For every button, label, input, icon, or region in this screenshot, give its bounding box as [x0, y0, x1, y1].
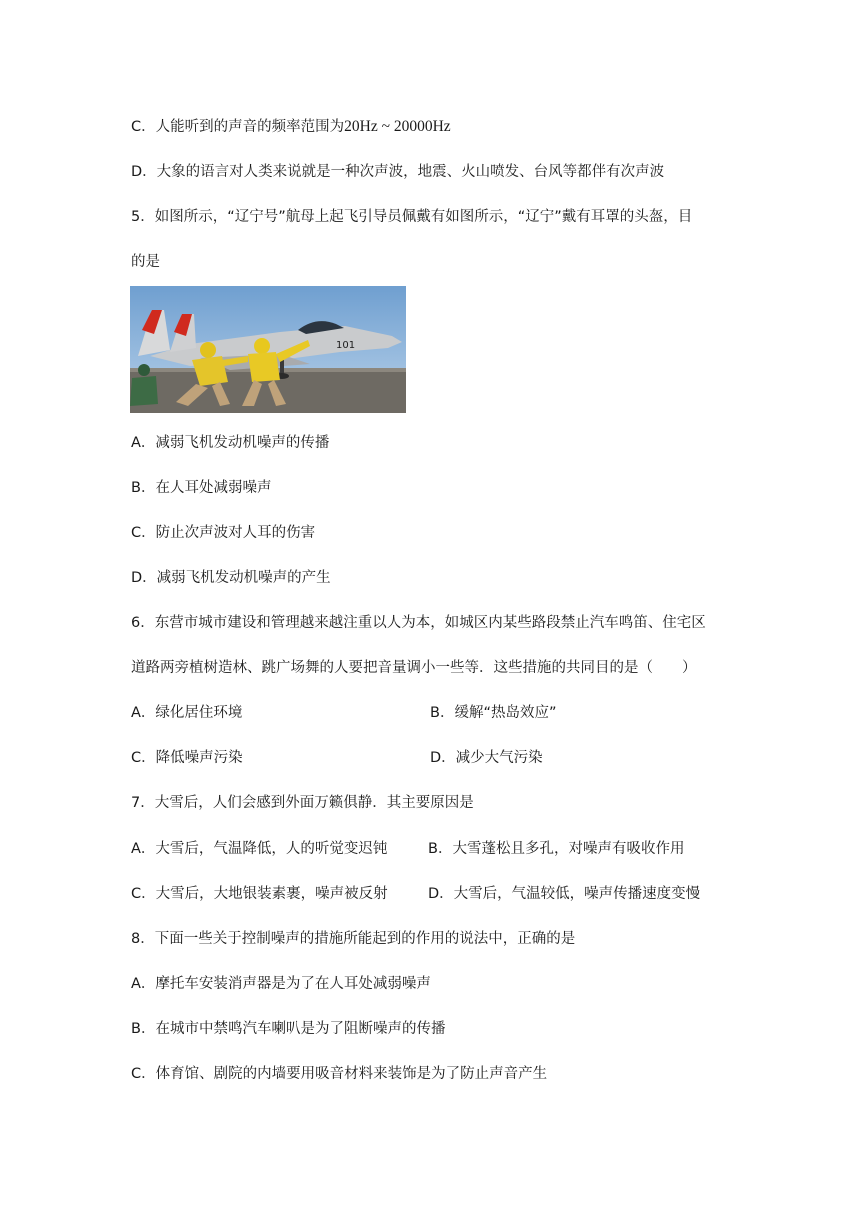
q7-option-d: D．大雪后，气温较低，噪声传播速度变慢: [428, 886, 701, 902]
q8-option-a: A．摩托车安装消声器是为了在人耳处减弱噪声: [131, 976, 431, 992]
q5-stem-line2: 的是: [131, 254, 160, 270]
q5-stem-line1: 5．如图所示，“辽宁号”航母上起飞引导员佩戴有如图所示，“辽宁”戴有耳罩的头盔，目: [131, 209, 693, 225]
q4-option-c-text: C．人能听到的声音的频率范围为: [131, 119, 345, 135]
q6-option-b: B．缓解“热岛效应”: [430, 705, 557, 721]
q5-option-d: D．减弱飞机发动机噪声的产生: [131, 570, 331, 586]
q8-option-c: C．体育馆、剧院的内墙要用吸音材料来装饰是为了防止声音产生: [131, 1066, 548, 1082]
q7-stem: 7．大雪后，人们会感到外面万籁俱静．其主要原因是: [131, 795, 474, 811]
q5-figure-tail-number: 101: [336, 340, 356, 351]
q5-figure-aircraft-photo: [130, 286, 406, 413]
q6-option-c: C．降低噪声污染: [131, 750, 243, 766]
q6-stem-line1: 6．东营市城市建设和管理越来越注重以人为本，如城区内某些路段禁止汽车鸣笛、住宅区: [131, 615, 706, 631]
q6-option-a: A．绿化居住环境: [131, 705, 243, 721]
q5-option-c: C．防止次声波对人耳的伤害: [131, 525, 316, 541]
q5-option-a: A．减弱飞机发动机噪声的传播: [131, 435, 330, 451]
q7-option-a: A．大雪后，气温降低，人的听觉变迟钝: [131, 841, 388, 857]
q4-option-c: [131, 117, 451, 137]
q7-option-c: C．大雪后，大地银装素裹，噪声被反射: [131, 886, 388, 902]
q4-option-d: D．大象的语言对人类来说就是一种次声波，地震、火山喷发、台风等都伴有次声波: [131, 164, 665, 180]
q5-option-b: B．在人耳处减弱噪声: [131, 480, 272, 496]
q6-stem-line2: 道路两旁植树造林、跳广场舞的人要把音量调小一些等．这些措施的共同目的是（ ）: [131, 660, 697, 676]
q7-option-b: B．大雪蓬松且多孔，对噪声有吸收作用: [428, 841, 685, 857]
q8-stem: 8．下面一些关于控制噪声的措施所能起到的作用的说法中，正确的是: [131, 931, 576, 947]
q8-option-b: B．在城市中禁鸣汽车喇叭是为了阻断噪声的传播: [131, 1021, 446, 1037]
q4-option-c-formula: 20Hz ~ 20000Hz: [344, 118, 451, 135]
q6-option-d: D．减少大气污染: [430, 750, 543, 766]
